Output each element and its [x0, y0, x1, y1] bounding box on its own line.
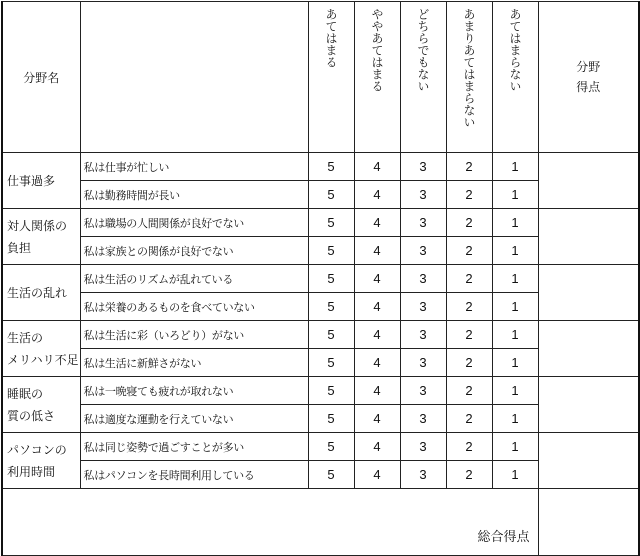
question-text: 私は家族との関係が良好でない [80, 237, 308, 265]
score-option[interactable]: 2 [446, 209, 492, 237]
scale-header-2 [446, 2, 492, 153]
category-header: 分野名 [2, 2, 80, 153]
score-option[interactable]: 4 [354, 209, 400, 237]
score-option[interactable]: 1 [492, 265, 538, 293]
section-score-cell[interactable] [538, 377, 639, 433]
score-option[interactable]: 4 [354, 405, 400, 433]
scale-label: あてはまらない [508, 8, 522, 92]
section-score-cell[interactable] [538, 265, 639, 321]
score-option[interactable]: 3 [400, 321, 446, 349]
total-row [2, 489, 639, 556]
category-name-line: メリハリ不足 [7, 352, 79, 367]
questionnaire-sheet [1, 1, 640, 556]
question-text: 私は栄養のあるものを食べていない [80, 293, 308, 321]
category-name-line: 生活の乱れ [7, 285, 68, 300]
score-option[interactable]: 2 [446, 181, 492, 209]
scale-label: あてはまる [324, 8, 338, 68]
score-option[interactable]: 3 [400, 265, 446, 293]
score-option[interactable]: 1 [492, 349, 538, 377]
scale-label: どちらでもない [416, 8, 430, 92]
section-score-cell[interactable] [538, 433, 639, 489]
scale-header-3 [400, 2, 446, 153]
score-option[interactable]: 4 [354, 349, 400, 377]
score-option[interactable]: 3 [400, 209, 446, 237]
score-option[interactable]: 5 [308, 433, 354, 461]
score-option[interactable]: 4 [354, 461, 400, 489]
table-row [2, 321, 639, 349]
score-option[interactable]: 5 [308, 209, 354, 237]
question-text: 私は生活に彩（いろどり）がない [80, 321, 308, 349]
section-score-cell[interactable] [538, 321, 639, 377]
score-option[interactable]: 4 [354, 237, 400, 265]
score-option[interactable]: 4 [354, 153, 400, 181]
score-option[interactable]: 2 [446, 405, 492, 433]
score-option[interactable]: 2 [446, 377, 492, 405]
score-option[interactable]: 5 [308, 237, 354, 265]
score-option[interactable]: 3 [400, 181, 446, 209]
category-name-line: 睡眠の [7, 386, 44, 401]
score-label-line1: 分野 [576, 60, 601, 74]
question-text: 私は生活に新鮮さがない [80, 349, 308, 377]
table-row [2, 153, 639, 181]
category-name-line: 利用時間 [7, 464, 56, 479]
category-name [2, 321, 80, 377]
section-score-header [538, 2, 639, 153]
score-option[interactable]: 4 [354, 433, 400, 461]
score-option[interactable]: 3 [400, 237, 446, 265]
category-name-line: 負担 [7, 240, 32, 255]
score-option[interactable]: 3 [400, 405, 446, 433]
scale-header-4 [354, 2, 400, 153]
question-text: 私は生活のリズムが乱れている [80, 265, 308, 293]
score-option[interactable]: 3 [400, 377, 446, 405]
score-option[interactable]: 5 [308, 349, 354, 377]
score-option[interactable]: 1 [492, 181, 538, 209]
score-option[interactable]: 5 [308, 181, 354, 209]
score-option[interactable]: 4 [354, 265, 400, 293]
score-option[interactable]: 4 [354, 321, 400, 349]
score-option[interactable]: 5 [308, 153, 354, 181]
score-option[interactable]: 1 [492, 153, 538, 181]
score-option[interactable]: 1 [492, 209, 538, 237]
score-label-line2: 得点 [576, 80, 601, 94]
score-option[interactable]: 5 [308, 265, 354, 293]
category-name [2, 377, 80, 433]
question-text: 私はパソコンを長時間利用している [80, 461, 308, 489]
question-text: 私は勤務時間が長い [80, 181, 308, 209]
fatigue-check-table [1, 1, 640, 556]
score-option[interactable]: 2 [446, 321, 492, 349]
score-option[interactable]: 2 [446, 461, 492, 489]
total-score-label: 総合得点 [2, 489, 538, 556]
score-option[interactable]: 3 [400, 461, 446, 489]
question-text: 私は適度な運動を行えていない [80, 405, 308, 433]
score-option[interactable]: 2 [446, 349, 492, 377]
score-option[interactable]: 1 [492, 377, 538, 405]
score-option[interactable]: 5 [308, 321, 354, 349]
score-option[interactable]: 3 [400, 349, 446, 377]
score-option[interactable]: 1 [492, 433, 538, 461]
table-row [2, 377, 639, 405]
score-option[interactable]: 3 [400, 293, 446, 321]
score-option[interactable]: 4 [354, 293, 400, 321]
category-name [2, 433, 80, 489]
category-name-line: 仕事過多 [7, 173, 56, 188]
category-name-line: 質の低さ [7, 408, 56, 423]
question-text: 私は同じ姿勢で過ごすことが多い [80, 433, 308, 461]
question-text: 私は一晩寝ても疲れが取れない [80, 377, 308, 405]
question-text: 私は職場の人間関係が良好でない [80, 209, 308, 237]
score-option[interactable]: 2 [446, 433, 492, 461]
item-header [80, 2, 308, 153]
section-score-cell[interactable] [538, 209, 639, 265]
score-option[interactable]: 3 [400, 433, 446, 461]
score-option[interactable]: 2 [446, 265, 492, 293]
score-option[interactable]: 3 [400, 153, 446, 181]
score-option[interactable]: 1 [492, 405, 538, 433]
score-option[interactable]: 5 [308, 293, 354, 321]
category-name [2, 209, 80, 265]
category-name-line: パソコンの [7, 442, 67, 457]
table-row [2, 265, 639, 293]
header-row [2, 2, 639, 153]
table-row [2, 209, 639, 237]
question-text: 私は仕事が忙しい [80, 153, 308, 181]
score-option[interactable]: 1 [492, 237, 538, 265]
scale-label: ややあてはまる [370, 8, 384, 92]
score-option[interactable]: 4 [354, 377, 400, 405]
scale-header-1 [492, 2, 538, 153]
score-option[interactable]: 4 [354, 181, 400, 209]
category-name [2, 153, 80, 209]
table-body [2, 153, 639, 489]
score-option[interactable]: 5 [308, 405, 354, 433]
score-option[interactable]: 1 [492, 293, 538, 321]
score-option[interactable]: 2 [446, 293, 492, 321]
table-row [2, 433, 639, 461]
category-name-line: 対人関係の [7, 218, 68, 233]
score-option[interactable]: 1 [492, 461, 538, 489]
category-name-line: 生活の [7, 330, 44, 345]
scale-label: あまりあてはまらない [462, 8, 476, 128]
section-score-cell[interactable] [538, 153, 639, 209]
total-score-cell[interactable] [538, 489, 639, 556]
scale-header-5 [308, 2, 354, 153]
category-name [2, 265, 80, 321]
score-option[interactable]: 2 [446, 153, 492, 181]
score-option[interactable]: 5 [308, 461, 354, 489]
score-option[interactable]: 1 [492, 321, 538, 349]
score-option[interactable]: 5 [308, 377, 354, 405]
score-option[interactable]: 2 [446, 237, 492, 265]
